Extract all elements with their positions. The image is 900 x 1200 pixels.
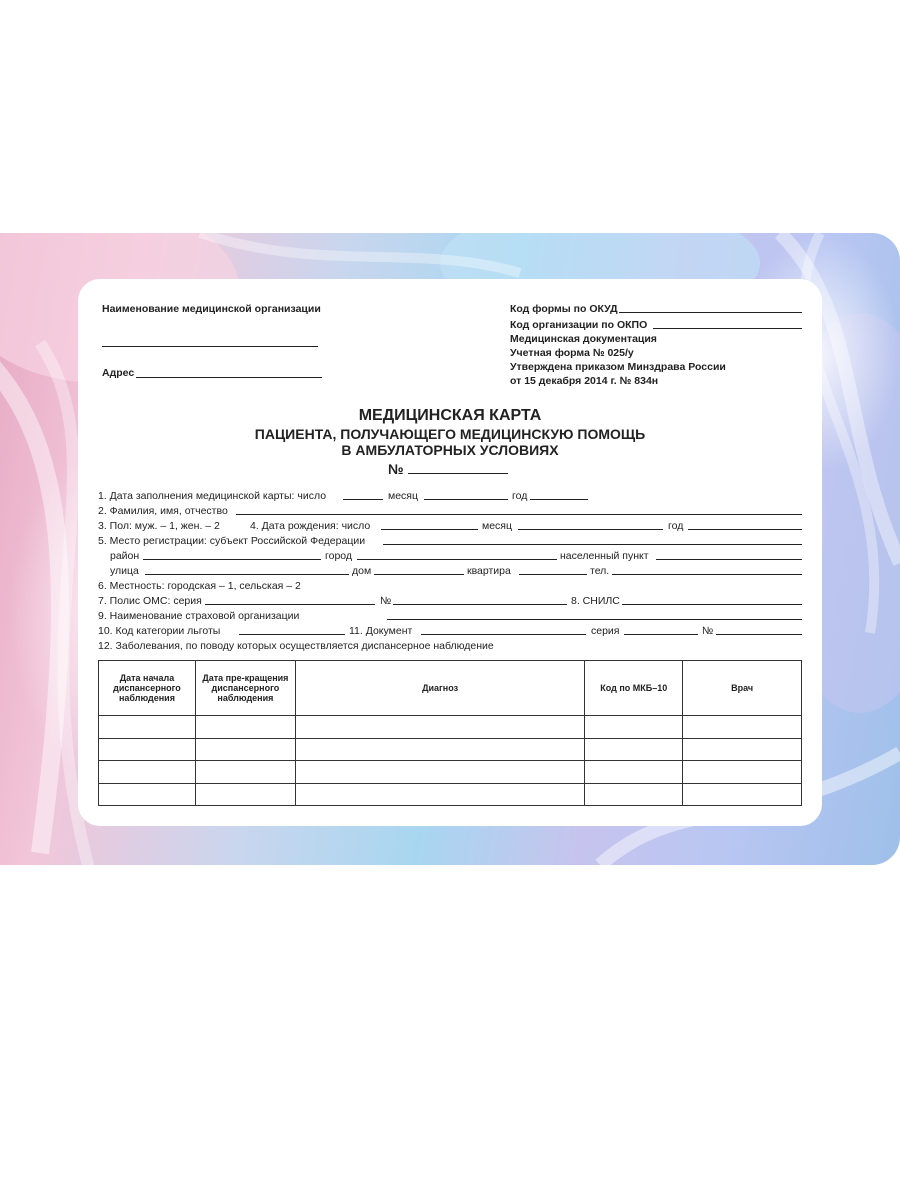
snils-field[interactable] xyxy=(622,595,802,605)
field-12-label: 12. Заболевания, по поводу которых осуществляется диспансерное наблюдение xyxy=(98,640,494,652)
locality-field[interactable] xyxy=(656,550,802,560)
title-line2: ПАЦИЕНТА, ПОЛУЧАЮЩЕГО МЕДИЦИНСКУЮ ПОМОЩЬ xyxy=(254,426,646,442)
year-label: год xyxy=(512,490,528,502)
okpo-field[interactable] xyxy=(653,319,802,329)
policy-number-field[interactable] xyxy=(393,595,567,605)
table-cell[interactable] xyxy=(585,716,683,739)
col-start-date: Дата начала диспансерного наблюдения xyxy=(99,661,196,716)
org-name-field[interactable] xyxy=(102,337,318,347)
table-cell[interactable] xyxy=(683,716,802,739)
table-row xyxy=(99,783,802,806)
okpo-label: Код организации по ОКПО xyxy=(510,319,648,331)
street-field[interactable] xyxy=(145,565,349,575)
fill-date-day[interactable] xyxy=(343,490,383,500)
house-label: дом xyxy=(352,565,372,577)
table-row xyxy=(99,761,802,784)
city-field[interactable] xyxy=(357,550,557,560)
table-row xyxy=(99,738,802,761)
field-6-label: 6. Местность: городская – 1, сельская – 2 xyxy=(98,580,301,592)
medical-card-form xyxy=(78,279,822,826)
month-label: месяц xyxy=(388,490,419,502)
phone-field[interactable] xyxy=(612,565,802,575)
apartment-field[interactable] xyxy=(519,565,587,575)
benefit-code-field[interactable] xyxy=(239,625,345,635)
apartment-label: квартира xyxy=(467,565,511,577)
table-cell[interactable] xyxy=(195,738,295,761)
table-cell[interactable] xyxy=(295,716,584,739)
table-cell[interactable] xyxy=(683,761,802,784)
birth-year-field[interactable] xyxy=(688,520,802,530)
form-number: Учетная форма № 025/у xyxy=(510,347,634,359)
doc-type: Медицинская документация xyxy=(510,333,657,345)
table-cell[interactable] xyxy=(99,716,196,739)
field-9-label: 9. Наименование страховой организации xyxy=(98,610,300,622)
table-cell[interactable] xyxy=(295,783,584,806)
field-7-label: 7. Полис ОМС: серия xyxy=(98,595,202,607)
dispensary-table xyxy=(98,660,802,806)
table-cell[interactable] xyxy=(99,738,196,761)
field-11-label: 11. Документ xyxy=(349,625,413,637)
document-field[interactable] xyxy=(421,625,586,635)
table-cell[interactable] xyxy=(585,761,683,784)
table-cell[interactable] xyxy=(195,761,295,784)
fill-date-year[interactable] xyxy=(530,490,588,500)
house-field[interactable] xyxy=(374,565,464,575)
col-icd-code: Код по МКБ–10 xyxy=(585,661,683,716)
birth-month-field[interactable] xyxy=(518,520,663,530)
col-end-date: Дата пре-кращения диспансерного наблюдения xyxy=(195,661,295,716)
col-diagnosis: Диагноз xyxy=(295,661,584,716)
district-field[interactable] xyxy=(143,550,321,560)
city-label: город xyxy=(325,550,353,562)
approval: Утверждена приказом Минздрава России xyxy=(510,361,726,373)
table-cell[interactable] xyxy=(585,783,683,806)
birth-year-label: год xyxy=(668,520,684,532)
table-cell[interactable] xyxy=(99,783,196,806)
table-cell[interactable] xyxy=(683,783,802,806)
locality-label: населенный пункт xyxy=(560,550,649,562)
field-1-label: 1. Дата заполнения медицинской карты: число xyxy=(98,490,327,502)
order: от 15 декабря 2014 г. № 834н xyxy=(510,375,659,387)
table-cell[interactable] xyxy=(295,761,584,784)
okud-label: Код формы по ОКУД xyxy=(510,303,618,315)
region-field[interactable] xyxy=(383,535,802,545)
policy-number-label: № xyxy=(380,595,392,607)
street-label: улица xyxy=(110,565,139,577)
doc-number-field[interactable] xyxy=(716,625,802,635)
table-cell[interactable] xyxy=(195,716,295,739)
col-doctor: Врач xyxy=(683,661,802,716)
address-field[interactable] xyxy=(136,368,322,378)
insurer-field[interactable] xyxy=(387,610,802,620)
series-label: серия xyxy=(591,625,620,637)
field-8-label: 8. СНИЛС xyxy=(571,595,620,607)
field-10-label: 10. Код категории льготы xyxy=(98,625,221,637)
table-cell[interactable] xyxy=(99,761,196,784)
phone-label: тел. xyxy=(590,565,610,577)
district-label: район xyxy=(110,550,140,562)
address-label: Адрес xyxy=(102,367,135,379)
policy-series-field[interactable] xyxy=(205,595,375,605)
title-line3: В АМБУЛАТОРНЫХ УСЛОВИЯХ xyxy=(341,442,559,458)
card-number-label: № xyxy=(388,461,404,477)
table-cell[interactable] xyxy=(683,738,802,761)
card-number-field[interactable] xyxy=(408,464,508,474)
okud-field[interactable] xyxy=(619,303,802,313)
birth-month-label: месяц xyxy=(482,520,513,532)
field-3-label: 3. Пол: муж. – 1, жен. – 2 xyxy=(98,520,220,532)
table-cell[interactable] xyxy=(295,738,584,761)
field-4-label: 4. Дата рождения: число xyxy=(250,520,371,532)
table-header-row xyxy=(99,661,802,716)
doc-number-label: № xyxy=(702,625,714,637)
field-2-label: 2. Фамилия, имя, отчество xyxy=(98,505,228,517)
table-cell[interactable] xyxy=(585,738,683,761)
doc-series-field[interactable] xyxy=(624,625,698,635)
table-cell[interactable] xyxy=(195,783,295,806)
fill-date-month[interactable] xyxy=(424,490,508,500)
birth-day-field[interactable] xyxy=(381,520,478,530)
org-name-label: Наименование медицинской организации xyxy=(102,303,321,315)
full-name-field[interactable] xyxy=(236,505,802,515)
field-5-label: 5. Место регистрации: субъект Российской Федерации xyxy=(98,535,366,547)
table-row xyxy=(99,716,802,739)
title-line1: МЕДИЦИНСКАЯ КАРТА xyxy=(358,407,542,424)
